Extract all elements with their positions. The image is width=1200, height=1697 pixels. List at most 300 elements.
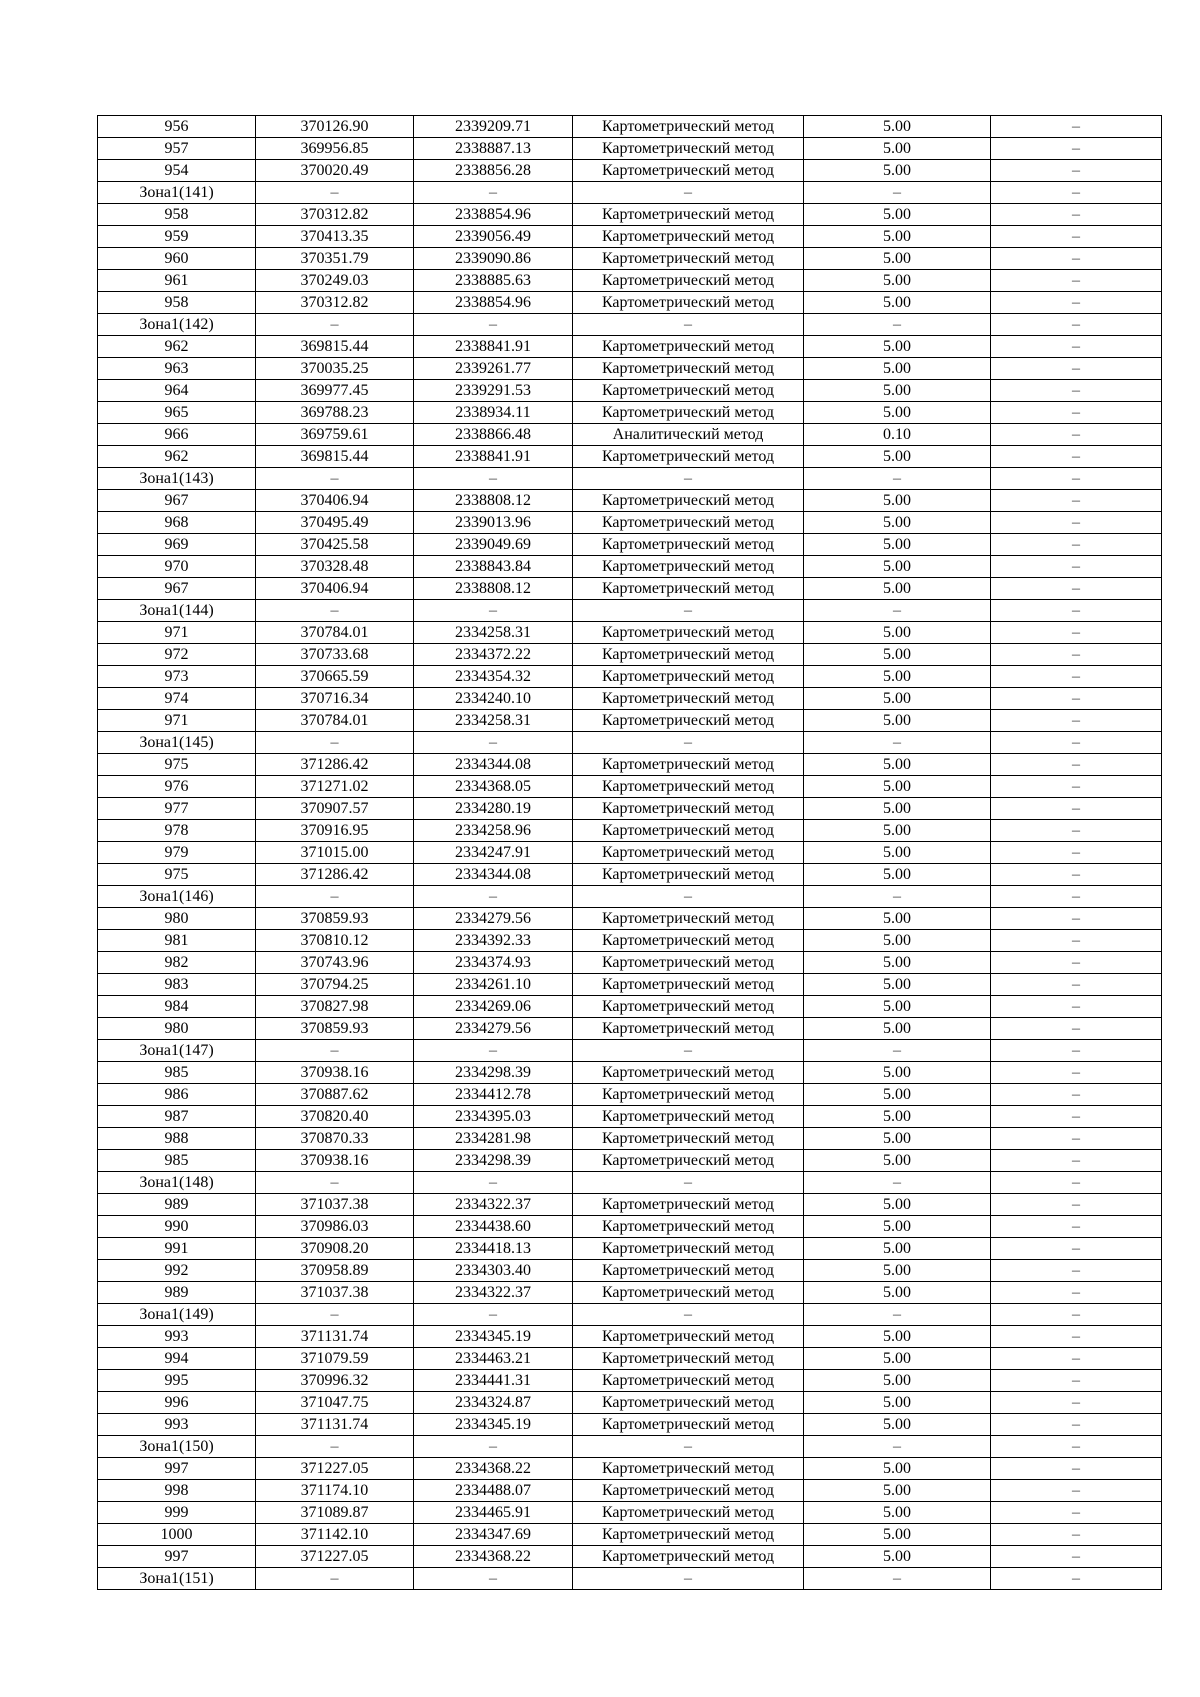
cell-description: – [991, 446, 1162, 468]
cell-y-coordinate: 2334240.10 [414, 688, 573, 710]
cell-method: Картометрический метод [573, 490, 804, 512]
cell-description: – [991, 798, 1162, 820]
cell-x-coordinate: 370020.49 [256, 160, 414, 182]
cell-point-number: 962 [98, 336, 256, 358]
cell-y-coordinate: 2334345.19 [414, 1414, 573, 1436]
cell-x-coordinate: 371015.00 [256, 842, 414, 864]
cell-y-coordinate: 2334269.06 [414, 996, 573, 1018]
cell-y-coordinate: 2334279.56 [414, 1018, 573, 1040]
cell-description: – [991, 1524, 1162, 1546]
cell-method: – [573, 314, 804, 336]
cell-y-coordinate: 2334392.33 [414, 930, 573, 952]
cell-method: Картометрический метод [573, 1370, 804, 1392]
table-row [98, 270, 1162, 292]
cell-method: Картометрический метод [573, 710, 804, 732]
cell-point-number: 986 [98, 1084, 256, 1106]
cell-y-coordinate: – [414, 1040, 573, 1062]
cell-description: – [991, 512, 1162, 534]
table-row [98, 1084, 1162, 1106]
cell-x-coordinate: 370312.82 [256, 292, 414, 314]
cell-description: – [991, 336, 1162, 358]
cell-description: – [991, 578, 1162, 600]
cell-accuracy: – [804, 1040, 991, 1062]
cell-accuracy: 5.00 [804, 138, 991, 160]
cell-y-coordinate: 2338856.28 [414, 160, 573, 182]
cell-point-number: 968 [98, 512, 256, 534]
cell-point-number: 963 [98, 358, 256, 380]
cell-y-coordinate: 2334418.13 [414, 1238, 573, 1260]
cell-description: – [991, 776, 1162, 798]
cell-description: – [991, 1084, 1162, 1106]
cell-method: Аналитический метод [573, 424, 804, 446]
cell-method: Картометрический метод [573, 116, 804, 138]
cell-x-coordinate: 371142.10 [256, 1524, 414, 1546]
table-row [98, 1238, 1162, 1260]
cell-description: – [991, 1392, 1162, 1414]
cell-y-coordinate: 2338866.48 [414, 424, 573, 446]
cell-method: Картометрический метод [573, 1238, 804, 1260]
cell-method: Картометрический метод [573, 1128, 804, 1150]
cell-accuracy: 5.00 [804, 1348, 991, 1370]
cell-method: – [573, 1172, 804, 1194]
cell-x-coordinate: 369956.85 [256, 138, 414, 160]
cell-point-number: 993 [98, 1414, 256, 1436]
cell-y-coordinate: 2334368.22 [414, 1546, 573, 1568]
cell-x-coordinate: 370733.68 [256, 644, 414, 666]
cell-accuracy: 5.00 [804, 842, 991, 864]
cell-point-number: 954 [98, 160, 256, 182]
cell-description: – [991, 226, 1162, 248]
cell-point-number: Зона1(147) [98, 1040, 256, 1062]
cell-point-number: 993 [98, 1326, 256, 1348]
cell-accuracy: 5.00 [804, 1128, 991, 1150]
cell-point-number: Зона1(142) [98, 314, 256, 336]
table-row [98, 1282, 1162, 1304]
cell-y-coordinate: 2334324.87 [414, 1392, 573, 1414]
cell-description: – [991, 1128, 1162, 1150]
cell-point-number: 962 [98, 446, 256, 468]
table-row [98, 1348, 1162, 1370]
cell-y-coordinate: 2334345.19 [414, 1326, 573, 1348]
cell-method: Картометрический метод [573, 1458, 804, 1480]
cell-method: Картометрический метод [573, 776, 804, 798]
cell-x-coordinate: 371271.02 [256, 776, 414, 798]
cell-description: – [991, 292, 1162, 314]
cell-point-number: Зона1(141) [98, 182, 256, 204]
table-row [98, 1480, 1162, 1502]
cell-accuracy: – [804, 1436, 991, 1458]
cell-point-number: 987 [98, 1106, 256, 1128]
cell-accuracy: 5.00 [804, 358, 991, 380]
table-row [98, 754, 1162, 776]
cell-description: – [991, 556, 1162, 578]
cell-accuracy: 5.00 [804, 116, 991, 138]
cell-description: – [991, 182, 1162, 204]
cell-method: Картометрический метод [573, 512, 804, 534]
cell-description: – [991, 1370, 1162, 1392]
cell-x-coordinate: 370907.57 [256, 798, 414, 820]
cell-accuracy: 5.00 [804, 1150, 991, 1172]
cell-x-coordinate: – [256, 600, 414, 622]
cell-x-coordinate: 370859.93 [256, 908, 414, 930]
cell-point-number: 971 [98, 710, 256, 732]
cell-accuracy: – [804, 314, 991, 336]
cell-method: Картометрический метод [573, 578, 804, 600]
cell-description: – [991, 1568, 1162, 1590]
cell-x-coordinate: 370810.12 [256, 930, 414, 952]
cell-accuracy: – [804, 182, 991, 204]
table-row [98, 666, 1162, 688]
cell-x-coordinate: 370887.62 [256, 1084, 414, 1106]
cell-accuracy: 5.00 [804, 1502, 991, 1524]
cell-point-number: Зона1(144) [98, 600, 256, 622]
cell-accuracy: – [804, 468, 991, 490]
cell-description: – [991, 1348, 1162, 1370]
cell-description: – [991, 1194, 1162, 1216]
cell-point-number: 997 [98, 1546, 256, 1568]
cell-method: Картометрический метод [573, 160, 804, 182]
cell-point-number: Зона1(143) [98, 468, 256, 490]
cell-y-coordinate: 2334463.21 [414, 1348, 573, 1370]
table-row [98, 996, 1162, 1018]
table-row [98, 358, 1162, 380]
cell-x-coordinate: 370743.96 [256, 952, 414, 974]
cell-description: – [991, 908, 1162, 930]
cell-accuracy: 5.00 [804, 622, 991, 644]
cell-x-coordinate: 370425.58 [256, 534, 414, 556]
cell-method: Картометрический метод [573, 952, 804, 974]
cell-description: – [991, 314, 1162, 336]
cell-method: Картометрический метод [573, 1524, 804, 1546]
cell-method: Картометрический метод [573, 1414, 804, 1436]
cell-method: Картометрический метод [573, 1502, 804, 1524]
cell-x-coordinate: – [256, 468, 414, 490]
cell-y-coordinate: – [414, 1436, 573, 1458]
cell-x-coordinate: 370938.16 [256, 1062, 414, 1084]
cell-method: Картометрический метод [573, 842, 804, 864]
table-row [98, 1414, 1162, 1436]
cell-description: – [991, 534, 1162, 556]
cell-method: Картометрический метод [573, 644, 804, 666]
cell-y-coordinate: – [414, 600, 573, 622]
table-row [98, 1150, 1162, 1172]
cell-point-number: 974 [98, 688, 256, 710]
cell-x-coordinate: 370495.49 [256, 512, 414, 534]
cell-accuracy: – [804, 732, 991, 754]
cell-accuracy: 5.00 [804, 864, 991, 886]
cell-description: – [991, 1282, 1162, 1304]
cell-description: – [991, 468, 1162, 490]
cell-accuracy: 5.00 [804, 1238, 991, 1260]
cell-y-coordinate: 2334298.39 [414, 1150, 573, 1172]
cell-description: – [991, 1326, 1162, 1348]
cell-point-number: 981 [98, 930, 256, 952]
cell-point-number: 983 [98, 974, 256, 996]
cell-x-coordinate: 371037.38 [256, 1194, 414, 1216]
table-row [98, 556, 1162, 578]
table-row [98, 952, 1162, 974]
cell-point-number: 995 [98, 1370, 256, 1392]
cell-method: – [573, 468, 804, 490]
cell-y-coordinate: 2338934.11 [414, 402, 573, 424]
zone-header-row [98, 886, 1162, 908]
cell-x-coordinate: – [256, 732, 414, 754]
cell-description: – [991, 1480, 1162, 1502]
cell-accuracy: 5.00 [804, 1216, 991, 1238]
cell-x-coordinate: 370827.98 [256, 996, 414, 1018]
table-row [98, 226, 1162, 248]
cell-y-coordinate: – [414, 886, 573, 908]
cell-accuracy: 5.00 [804, 534, 991, 556]
cell-method: Картометрический метод [573, 1194, 804, 1216]
cell-y-coordinate: 2334438.60 [414, 1216, 573, 1238]
cell-y-coordinate: 2334344.08 [414, 864, 573, 886]
cell-method: Картометрический метод [573, 820, 804, 842]
cell-accuracy: 5.00 [804, 402, 991, 424]
zone-header-row [98, 1304, 1162, 1326]
cell-x-coordinate: 371037.38 [256, 1282, 414, 1304]
cell-point-number: Зона1(148) [98, 1172, 256, 1194]
cell-y-coordinate: 2338854.96 [414, 292, 573, 314]
cell-description: – [991, 1172, 1162, 1194]
cell-y-coordinate: 2338841.91 [414, 446, 573, 468]
cell-accuracy: 5.00 [804, 1546, 991, 1568]
cell-description: – [991, 974, 1162, 996]
cell-description: – [991, 952, 1162, 974]
cell-point-number: 969 [98, 534, 256, 556]
zone-header-row [98, 314, 1162, 336]
cell-accuracy: 5.00 [804, 160, 991, 182]
cell-y-coordinate: 2339090.86 [414, 248, 573, 270]
cell-x-coordinate: 369977.45 [256, 380, 414, 402]
cell-x-coordinate: – [256, 1568, 414, 1590]
cell-description: – [991, 270, 1162, 292]
cell-description: – [991, 622, 1162, 644]
cell-accuracy: 5.00 [804, 1480, 991, 1502]
cell-method: Картометрический метод [573, 1084, 804, 1106]
cell-method: – [573, 1304, 804, 1326]
cell-description: – [991, 732, 1162, 754]
cell-x-coordinate: – [256, 1304, 414, 1326]
cell-y-coordinate: – [414, 314, 573, 336]
cell-y-coordinate: 2334412.78 [414, 1084, 573, 1106]
cell-method: – [573, 600, 804, 622]
cell-point-number: 958 [98, 292, 256, 314]
cell-method: Картометрический метод [573, 402, 804, 424]
cell-point-number: 970 [98, 556, 256, 578]
cell-description: – [991, 358, 1162, 380]
table-row [98, 446, 1162, 468]
cell-x-coordinate: 370794.25 [256, 974, 414, 996]
table-row [98, 1546, 1162, 1568]
cell-y-coordinate: 2334281.98 [414, 1128, 573, 1150]
cell-description: – [991, 1458, 1162, 1480]
cell-x-coordinate: 371131.74 [256, 1326, 414, 1348]
cell-y-coordinate: 2338808.12 [414, 490, 573, 512]
cell-x-coordinate: 369759.61 [256, 424, 414, 446]
cell-y-coordinate: 2339261.77 [414, 358, 573, 380]
cell-x-coordinate: 371174.10 [256, 1480, 414, 1502]
cell-x-coordinate: 370986.03 [256, 1216, 414, 1238]
cell-point-number: Зона1(151) [98, 1568, 256, 1590]
cell-accuracy: 5.00 [804, 490, 991, 512]
cell-method: Картометрический метод [573, 446, 804, 468]
cell-method: Картометрический метод [573, 1326, 804, 1348]
cell-y-coordinate: 2334344.08 [414, 754, 573, 776]
cell-y-coordinate: 2334354.32 [414, 666, 573, 688]
cell-accuracy: 5.00 [804, 1392, 991, 1414]
cell-method: Картометрический метод [573, 138, 804, 160]
cell-point-number: Зона1(150) [98, 1436, 256, 1458]
cell-accuracy: 5.00 [804, 996, 991, 1018]
cell-method: Картометрический метод [573, 358, 804, 380]
cell-description: – [991, 204, 1162, 226]
cell-method: Картометрический метод [573, 248, 804, 270]
cell-y-coordinate: 2334258.31 [414, 710, 573, 732]
cell-point-number: Зона1(145) [98, 732, 256, 754]
cell-method: Картометрический метод [573, 1546, 804, 1568]
cell-x-coordinate: – [256, 182, 414, 204]
cell-description: – [991, 402, 1162, 424]
cell-method: Картометрический метод [573, 1150, 804, 1172]
cell-point-number: 965 [98, 402, 256, 424]
cell-description: – [991, 490, 1162, 512]
table-row [98, 798, 1162, 820]
table-row [98, 974, 1162, 996]
cell-description: – [991, 996, 1162, 1018]
cell-description: – [991, 160, 1162, 182]
cell-y-coordinate: 2334261.10 [414, 974, 573, 996]
table-row [98, 336, 1162, 358]
table-row [98, 1502, 1162, 1524]
table-row [98, 116, 1162, 138]
table-row [98, 1194, 1162, 1216]
cell-accuracy: 5.00 [804, 820, 991, 842]
cell-x-coordinate: 370996.32 [256, 1370, 414, 1392]
cell-method: Картометрический метод [573, 380, 804, 402]
cell-accuracy: 5.00 [804, 710, 991, 732]
cell-y-coordinate: 2334374.93 [414, 952, 573, 974]
cell-x-coordinate: – [256, 1436, 414, 1458]
cell-point-number: 988 [98, 1128, 256, 1150]
cell-x-coordinate: 371227.05 [256, 1546, 414, 1568]
cell-point-number: 967 [98, 578, 256, 600]
cell-x-coordinate: 370908.20 [256, 1238, 414, 1260]
cell-y-coordinate: – [414, 1568, 573, 1590]
table-row [98, 248, 1162, 270]
cell-accuracy: 5.00 [804, 666, 991, 688]
cell-y-coordinate: 2334258.96 [414, 820, 573, 842]
cell-method: – [573, 182, 804, 204]
cell-x-coordinate: 370312.82 [256, 204, 414, 226]
cell-description: – [991, 1216, 1162, 1238]
table-row [98, 1326, 1162, 1348]
cell-accuracy: 5.00 [804, 974, 991, 996]
cell-x-coordinate: 369815.44 [256, 446, 414, 468]
cell-point-number: 958 [98, 204, 256, 226]
cell-method: – [573, 1040, 804, 1062]
cell-description: – [991, 930, 1162, 952]
cell-accuracy: 5.00 [804, 1326, 991, 1348]
cell-y-coordinate: 2338854.96 [414, 204, 573, 226]
cell-method: Картометрический метод [573, 1282, 804, 1304]
table-row [98, 402, 1162, 424]
table-row [98, 842, 1162, 864]
cell-point-number: 998 [98, 1480, 256, 1502]
cell-x-coordinate: 370351.79 [256, 248, 414, 270]
cell-point-number: 976 [98, 776, 256, 798]
table-row [98, 1216, 1162, 1238]
table-row [98, 534, 1162, 556]
cell-description: – [991, 1238, 1162, 1260]
cell-accuracy: 5.00 [804, 776, 991, 798]
cell-point-number: 971 [98, 622, 256, 644]
zone-header-row [98, 1040, 1162, 1062]
cell-description: – [991, 248, 1162, 270]
cell-method: Картометрический метод [573, 908, 804, 930]
cell-x-coordinate: 371131.74 [256, 1414, 414, 1436]
table-row [98, 292, 1162, 314]
cell-accuracy: 5.00 [804, 688, 991, 710]
cell-accuracy: 5.00 [804, 1282, 991, 1304]
cell-method: – [573, 1436, 804, 1458]
cell-point-number: 961 [98, 270, 256, 292]
zone-header-row [98, 1436, 1162, 1458]
cell-y-coordinate: 2334465.91 [414, 1502, 573, 1524]
cell-y-coordinate: 2339056.49 [414, 226, 573, 248]
cell-accuracy: 5.00 [804, 512, 991, 534]
cell-x-coordinate: 370665.59 [256, 666, 414, 688]
table-row [98, 204, 1162, 226]
cell-point-number: Зона1(146) [98, 886, 256, 908]
cell-method: Картометрический метод [573, 1106, 804, 1128]
cell-method: Картометрический метод [573, 336, 804, 358]
cell-y-coordinate: 2338887.13 [414, 138, 573, 160]
cell-point-number: 994 [98, 1348, 256, 1370]
table-row [98, 138, 1162, 160]
table-row [98, 776, 1162, 798]
cell-description: – [991, 666, 1162, 688]
cell-description: – [991, 1106, 1162, 1128]
cell-method: Картометрический метод [573, 1018, 804, 1040]
cell-point-number: 957 [98, 138, 256, 160]
table-row [98, 1128, 1162, 1150]
cell-accuracy: 5.00 [804, 1260, 991, 1282]
cell-x-coordinate: 370820.40 [256, 1106, 414, 1128]
cell-y-coordinate: 2339049.69 [414, 534, 573, 556]
cell-accuracy: 5.00 [804, 1084, 991, 1106]
cell-x-coordinate: – [256, 314, 414, 336]
coordinates-table [97, 115, 1162, 1590]
cell-accuracy: – [804, 1172, 991, 1194]
cell-y-coordinate: – [414, 1172, 573, 1194]
cell-point-number: 985 [98, 1150, 256, 1172]
cell-y-coordinate: – [414, 1304, 573, 1326]
cell-description: – [991, 1018, 1162, 1040]
cell-description: – [991, 1304, 1162, 1326]
cell-method: Картометрический метод [573, 996, 804, 1018]
cell-point-number: 972 [98, 644, 256, 666]
cell-x-coordinate: 371047.75 [256, 1392, 414, 1414]
cell-description: – [991, 644, 1162, 666]
zone-header-row [98, 600, 1162, 622]
cell-method: Картометрический метод [573, 556, 804, 578]
cell-y-coordinate: 2339209.71 [414, 116, 573, 138]
cell-point-number: 999 [98, 1502, 256, 1524]
cell-description: – [991, 710, 1162, 732]
table-row [98, 908, 1162, 930]
cell-method: Картометрический метод [573, 226, 804, 248]
